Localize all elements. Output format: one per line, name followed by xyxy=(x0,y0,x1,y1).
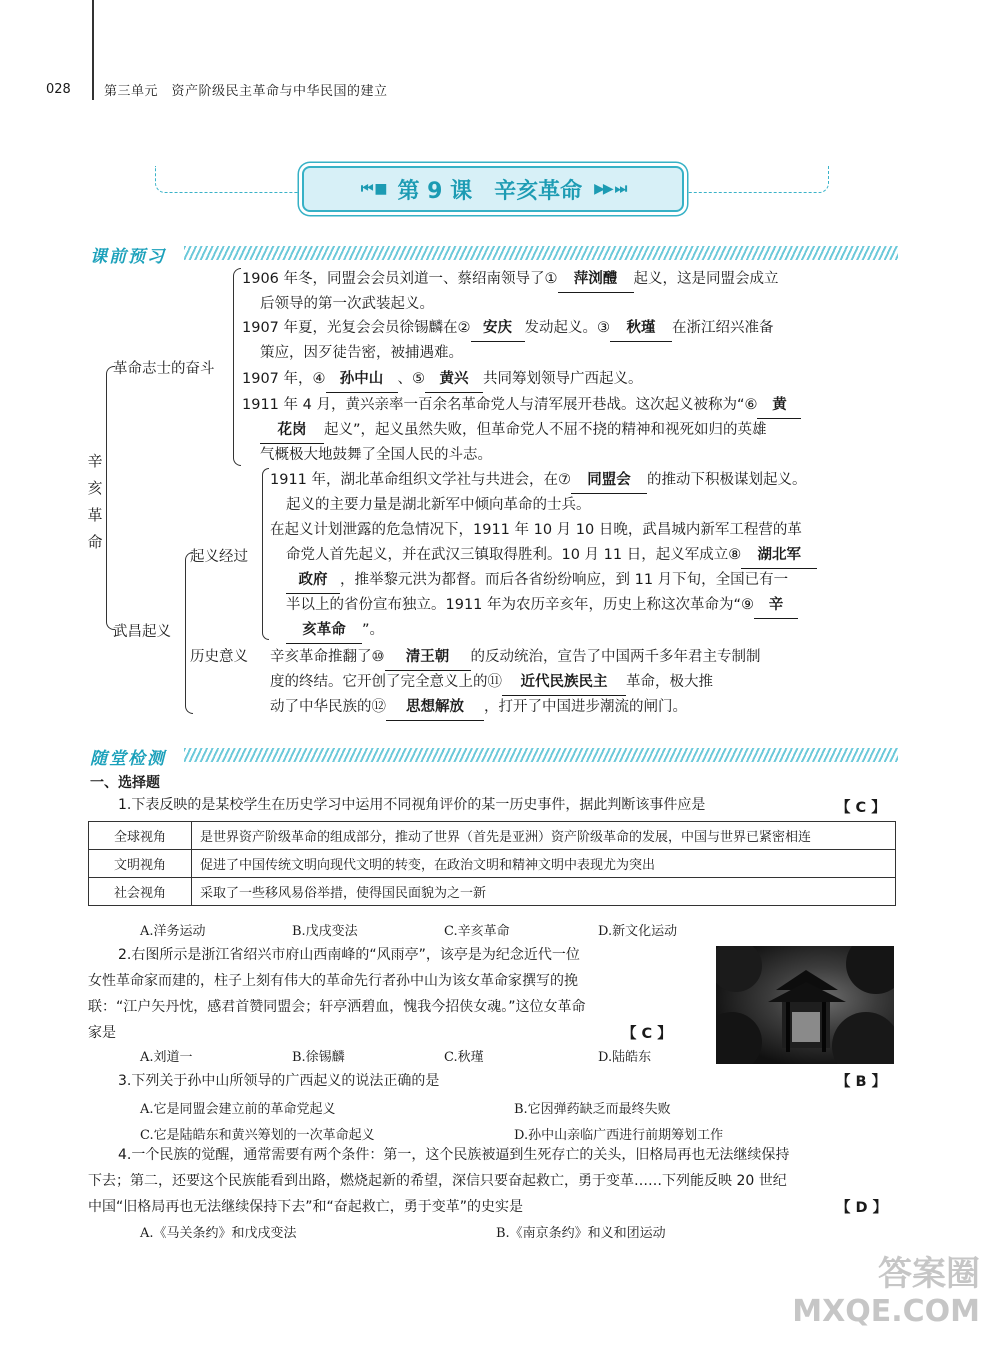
preview-line: 在起义计划泄露的危急情况下，1911 年 10 月 10 日晚，武昌城内新军工程营的革 xyxy=(270,522,802,538)
quiz-subheading: 一、选择题 xyxy=(90,775,160,791)
answer-blank: 辛 xyxy=(754,593,798,619)
preview-heading: 课前预习 xyxy=(90,247,166,267)
answer-blank: 安庆 xyxy=(471,316,525,342)
process-label: 起义经过 xyxy=(190,549,248,565)
option: D.陆皓东 xyxy=(598,1050,652,1065)
preview-line: 政府 ，推举黎元洪为都督。而后各省纷纷响应，到 11 月下旬，全国已有一 xyxy=(286,568,788,594)
wuchang-bracket xyxy=(185,552,193,714)
option: A.《马关条约》和戊戌变法 xyxy=(140,1226,297,1241)
option: D.孙中山亲临广西进行前期筹划工作 xyxy=(514,1128,724,1143)
answer-blank: 清王朝 xyxy=(385,645,471,671)
preview-line: 起义的主要力量是湖北新军中倾向革命的士兵。 xyxy=(286,497,591,513)
option: C.它是陆皓东和黄兴筹划的一次革命起义 xyxy=(140,1128,375,1143)
significance-label: 历史意义 xyxy=(190,649,248,665)
preview-line: 半以上的省份宣布独立。1911 年为农历辛亥年，历史上称这次革命为“⑨ 辛 xyxy=(286,593,798,619)
question-3: 3.下列关于孙中山所领导的广西起义的说法正确的是 xyxy=(118,1073,440,1089)
preview-line: 花岗 起义”，起义虽然失败，但革命党人不屈不挠的精神和视死如归的英雄 xyxy=(260,418,767,444)
question-4-line: 4.一个民族的觉醒，通常需要有两个条件：第一，这个民族被逼到生死存亡的关头，旧格局再也无法继续保持 xyxy=(118,1147,790,1163)
option: C.辛亥革命 xyxy=(444,924,510,939)
answer-blank: 政府 xyxy=(286,568,340,594)
answer-key-3: 【 B 】 xyxy=(836,1074,887,1090)
question-2-line: 女性革命家而建的，柱子上刻有伟大的革命先行者孙中山为该女革命家撰写的挽 xyxy=(88,973,578,989)
page-number: 028 xyxy=(46,82,71,97)
quiz-heading: 随堂检测 xyxy=(90,749,166,769)
preview-heading-hatch xyxy=(184,246,898,260)
option: B.戊戌变法 xyxy=(292,924,358,939)
unit-title: 第三单元 资产阶级民主革命与中华民国的建立 xyxy=(104,84,388,99)
preview-line: 后领导的第一次武装起义。 xyxy=(260,296,434,312)
perspective-table xyxy=(88,821,896,906)
rewind-icon: ⏮ ■ xyxy=(360,181,386,197)
header-rule xyxy=(92,0,94,100)
answer-blank: 湖北军 xyxy=(741,543,817,569)
question-4-line: 下去；第二，还要这个民族能看到出路，燃烧起新的希望，深信只要奋起救亡，勇于变革……下列能反映 20 世纪 xyxy=(88,1173,787,1189)
struggle-label: 革命志士的奋斗 xyxy=(113,361,215,377)
option: B.徐锡麟 xyxy=(292,1050,345,1065)
preview-line: 1906 年冬，同盟会会员刘道一、蔡绍南领导了① 萍浏醴 起义，这是同盟会成立 xyxy=(242,267,779,293)
answer-blank: 思想解放 xyxy=(386,695,484,721)
question-2-line: 家是 xyxy=(88,1025,116,1041)
preview-line: 1907 年夏，光复会会员徐锡麟在② 安庆 发动起义。③ 秋瑾 在浙江绍兴准备 xyxy=(242,316,774,342)
option: A.洋务运动 xyxy=(140,924,206,939)
answer-key-1: 【 C 】 xyxy=(836,800,886,816)
preview-line: 1907 年，④ 孙中山 、⑤ 黄兴 共同筹划领导广西起义。 xyxy=(242,367,643,393)
answer-blank: 近代民族民主 xyxy=(502,670,626,696)
option: A.它是同盟会建立前的革命党起义 xyxy=(140,1102,336,1117)
option: B.《南京条约》和义和团运动 xyxy=(496,1226,666,1241)
fast-forward-icon: ▶▶ ⏭ xyxy=(594,181,626,197)
option: C.秋瑾 xyxy=(444,1050,484,1065)
answer-blank: 秋瑾 xyxy=(610,316,672,342)
answer-blank: 花岗 xyxy=(260,418,324,444)
preview-line: 亥革命 ”。 xyxy=(286,618,384,644)
option: D.新文化运动 xyxy=(598,924,678,939)
answer-blank: 孙中山 xyxy=(326,367,398,393)
lesson-title: 第 9 课 辛亥革命 xyxy=(397,178,583,204)
preview-line: 动了中华民族的⑫ 思想解放 ，打开了中国进步潮流的闸门。 xyxy=(270,695,687,721)
question-2-line: 联：“江户矢丹忱，感君首赞同盟会；轩亭洒碧血，愧我今招侠女魂。”这位女革命 xyxy=(88,999,586,1015)
option: B.它因弹药缺乏而最终失败 xyxy=(514,1102,671,1117)
preview-line: 策应，因歹徒告密，被捕遇难。 xyxy=(260,345,463,361)
question-1: 1.下表反映的是某校学生在历史学习中运用不同视角评价的某一历史事件，据此判断该事件应是 xyxy=(118,797,706,813)
preview-line: 1911 年，湖北革命组织文学社与共进会，在⑦ 同盟会 的推动下积极谋划起义。 xyxy=(270,468,807,494)
tree-root-label: 辛亥革命 xyxy=(87,452,103,551)
question-2-line: 2.右图所示是浙江省绍兴市府山西南峰的“风雨亭”，该亭是为纪念近代一位 xyxy=(118,947,580,963)
pavilion-image xyxy=(716,946,894,1064)
answer-blank: 黄兴 xyxy=(425,367,483,393)
question-4-line: 中国“旧格局再也无法继续保持下去”和“奋起救亡，勇于变革”的史实是 xyxy=(88,1199,524,1215)
struggle-bracket xyxy=(233,268,241,466)
preview-line: 度的终结。它开创了完全意义上的⑪ 近代民族民主 革命，极大推 xyxy=(270,670,713,696)
answer-blank: 萍浏醴 xyxy=(558,267,634,293)
answer-blank: 亥革命 xyxy=(286,618,362,644)
table-row: 全球视角 是世界资产阶级革命的组成部分，推动了世界（首先是亚洲）资产阶级革命的发展，中国与世界已紧密相连 xyxy=(89,822,896,850)
table-row: 文明视角 促进了中国传统文明向现代文明的转变，在政治文明和精神文明中表现尤为突出 xyxy=(89,850,896,878)
root-bracket xyxy=(106,366,115,630)
process-bracket xyxy=(262,468,269,640)
answer-blank: 同盟会 xyxy=(571,468,647,494)
quiz-heading-hatch xyxy=(184,748,898,762)
option: A.刘道一 xyxy=(140,1050,193,1065)
lesson-banner xyxy=(302,166,684,212)
wuchang-label: 武昌起义 xyxy=(113,624,171,640)
preview-line: 1911 年 4 月，黄兴亲率一百余名革命党人与清军展开巷战。这次起义被称为“⑥ 黄 xyxy=(242,393,801,419)
answer-blank: 黄 xyxy=(757,393,801,419)
site-watermark: 答案圈 MXQE.COM xyxy=(792,1254,980,1329)
answer-key-4: 【 D 】 xyxy=(836,1200,888,1216)
fengyu-pavilion-photo xyxy=(716,946,894,1064)
table-row: 社会视角 采取了一些移风易俗举措，使得国民面貌为之一新 xyxy=(89,878,896,906)
preview-line: 辛亥革命推翻了⑩ 清王朝 的反动统治，宣告了中国两千多年君主专制制 xyxy=(270,645,761,671)
preview-line: 命党人首先起义，并在武汉三镇取得胜利。10 月 11 日，起义军成立⑧ 湖北军 xyxy=(286,543,817,569)
preview-line: 气概极大地鼓舞了全国人民的斗志。 xyxy=(260,447,492,463)
answer-key-2: 【 C 】 xyxy=(622,1026,672,1042)
